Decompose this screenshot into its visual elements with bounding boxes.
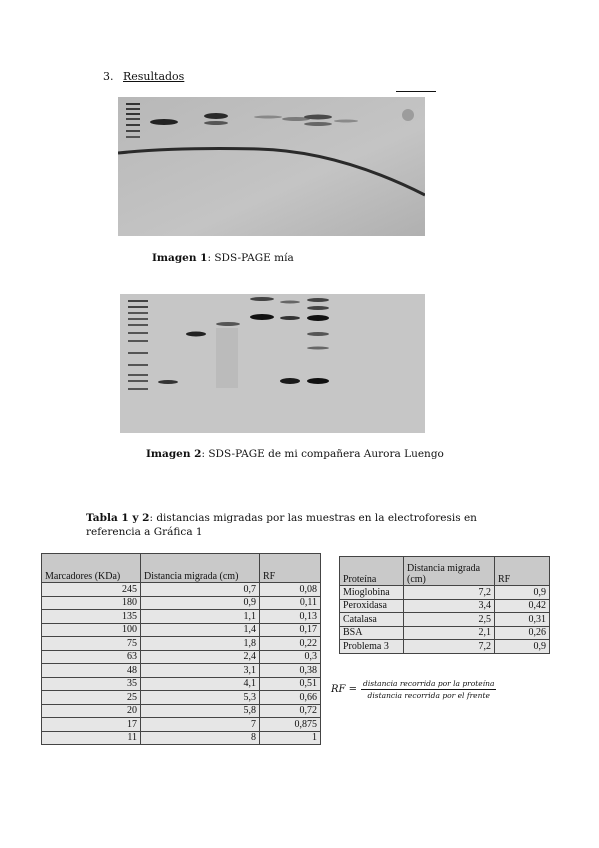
table-cell: 0,26 — [495, 626, 550, 640]
table-cell: 0,31 — [495, 613, 550, 627]
table-cell: 0,13 — [260, 610, 321, 624]
gel-image-2-graphic — [120, 294, 425, 433]
rf-formula — [331, 679, 496, 700]
proteins-table-header — [340, 557, 550, 586]
table-cell: 48 — [42, 664, 141, 678]
formula-numerator: distancia recorrida por la proteína — [363, 679, 495, 688]
table-cell: 0,3 — [260, 650, 321, 664]
table-row — [340, 599, 550, 613]
table-cell: 0,42 — [495, 599, 550, 613]
column-header: Proteína — [340, 557, 404, 586]
column-header: Marcadores (KDa) — [42, 554, 141, 583]
table-row — [42, 596, 321, 610]
table-row — [42, 637, 321, 651]
table-row — [42, 691, 321, 705]
gel-image-1-graphic — [118, 97, 425, 236]
table-cell: 2,1 — [404, 626, 495, 640]
table-row — [42, 731, 321, 745]
table-cell: BSA — [340, 626, 404, 640]
section-number: 3. — [103, 70, 114, 83]
table-row — [42, 718, 321, 732]
table-cell: 0,51 — [260, 677, 321, 691]
gel-image-2 — [120, 294, 425, 433]
table-cell: 100 — [42, 623, 141, 637]
table-cell: 0,9 — [495, 586, 550, 600]
table-cell: 17 — [42, 718, 141, 732]
table-cell: 0,17 — [260, 623, 321, 637]
table-cell: 0,11 — [260, 596, 321, 610]
table-cell: Catalasa — [340, 613, 404, 627]
table-cell: 7,2 — [404, 586, 495, 600]
table-row — [42, 704, 321, 718]
table-cell: Problema 3 — [340, 640, 404, 654]
table-cell: 5,3 — [141, 691, 260, 705]
markers-table-header — [42, 554, 321, 583]
table-cell: 135 — [42, 610, 141, 624]
gel-image-1 — [118, 97, 425, 236]
table-cell: 75 — [42, 637, 141, 651]
table-cell: 2,5 — [404, 613, 495, 627]
table-cell: 4,1 — [141, 677, 260, 691]
table-cell: 2,4 — [141, 650, 260, 664]
tables-caption-text: : distancias migradas por las muestras en la electroforesis en referencia a Gráfica 1 — [86, 512, 477, 538]
table-cell: 3,1 — [141, 664, 260, 678]
tables-caption — [86, 511, 526, 539]
table-cell: Peroxidasa — [340, 599, 404, 613]
table-cell: 0,9 — [495, 640, 550, 654]
table-cell: 8 — [141, 731, 260, 745]
table-cell: 5,8 — [141, 704, 260, 718]
header-rule — [396, 91, 436, 92]
image-1-label: Imagen 1 — [152, 252, 208, 264]
table-cell: Mioglobina — [340, 586, 404, 600]
table-cell: 1,1 — [141, 610, 260, 624]
table-cell: 0,875 — [260, 718, 321, 732]
image-2-label: Imagen 2 — [146, 448, 202, 460]
column-header: RF — [260, 554, 321, 583]
markers-table — [41, 553, 321, 745]
proteins-table — [339, 556, 550, 654]
table-cell: 7,2 — [404, 640, 495, 654]
table-row — [340, 586, 550, 600]
table-cell: 63 — [42, 650, 141, 664]
table-row — [42, 583, 321, 597]
table-cell: 1,8 — [141, 637, 260, 651]
table-row — [42, 677, 321, 691]
section-title: Resultados — [123, 70, 185, 83]
table-cell: 180 — [42, 596, 141, 610]
image-1-text: : SDS-PAGE mía — [207, 252, 294, 264]
table-row — [340, 640, 550, 654]
table-cell: 1 — [260, 731, 321, 745]
table-row — [42, 623, 321, 637]
table-cell: 0,9 — [141, 596, 260, 610]
table-cell: 1,4 — [141, 623, 260, 637]
tables-caption-label: Tabla 1 y 2 — [86, 512, 150, 524]
table-row — [42, 650, 321, 664]
image-2-text: : SDS-PAGE de mi compañera Aurora Luengo — [201, 448, 444, 460]
table-cell: 25 — [42, 691, 141, 705]
table-cell: 11 — [42, 731, 141, 745]
column-header: Distancia migrada (cm) — [141, 554, 260, 583]
table-cell: 0,08 — [260, 583, 321, 597]
table-cell: 35 — [42, 677, 141, 691]
table-row — [340, 613, 550, 627]
table-cell: 0,72 — [260, 704, 321, 718]
formula-denominator: distancia recorrida por el frente — [367, 691, 490, 700]
table-cell: 0,38 — [260, 664, 321, 678]
table-cell: 0,66 — [260, 691, 321, 705]
table-cell: 7 — [141, 718, 260, 732]
column-header: Distancia migrada (cm) — [404, 557, 495, 586]
table-row — [42, 664, 321, 678]
table-row — [340, 626, 550, 640]
section-heading — [103, 70, 184, 83]
table-row — [42, 610, 321, 624]
table-cell: 20 — [42, 704, 141, 718]
image-2-caption — [146, 448, 444, 460]
table-cell: 0,22 — [260, 637, 321, 651]
formula-fraction — [361, 679, 496, 700]
table-cell: 0,7 — [141, 583, 260, 597]
table-cell: 245 — [42, 583, 141, 597]
image-1-caption — [152, 252, 294, 264]
table-cell: 3,4 — [404, 599, 495, 613]
formula-lhs: RF = — [331, 684, 358, 695]
column-header: RF — [495, 557, 550, 586]
